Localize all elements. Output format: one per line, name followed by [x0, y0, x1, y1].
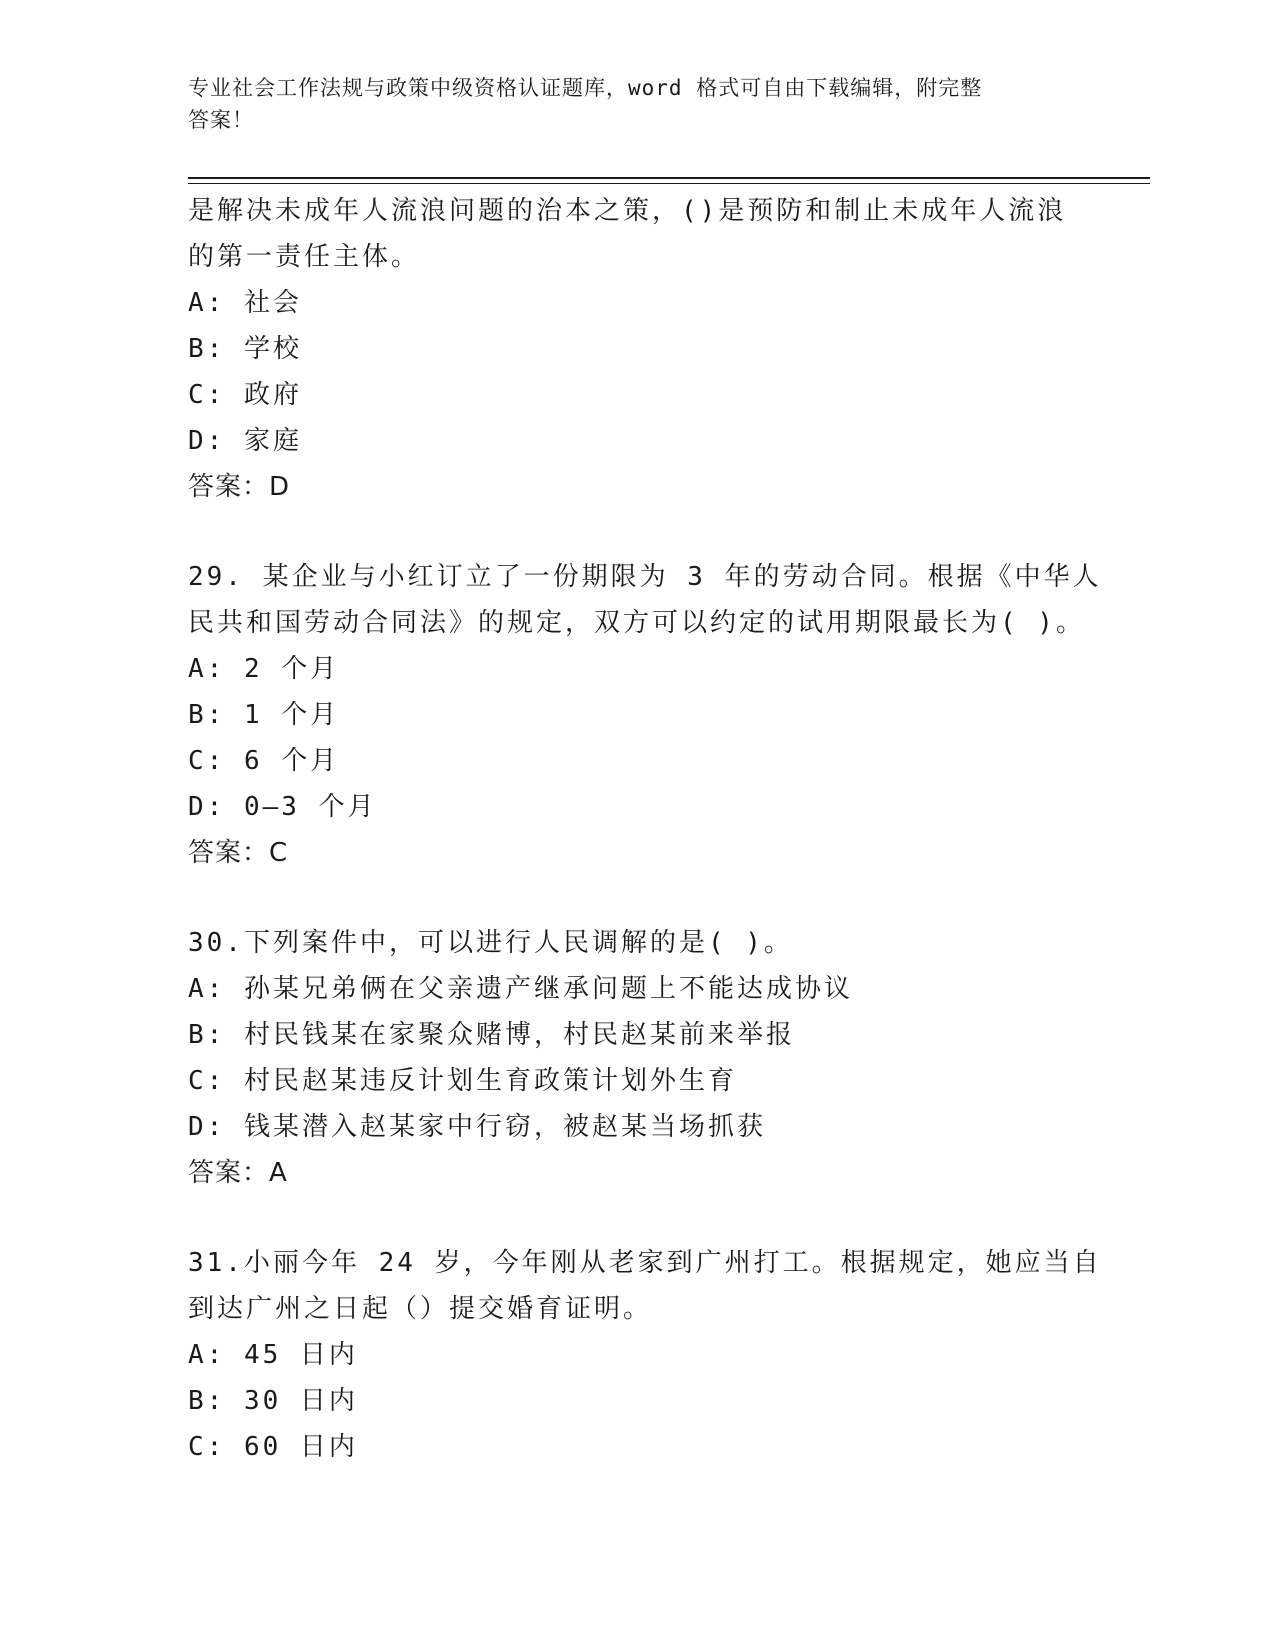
question-stem-line: 29. 某企业与小红订立了一份期限为 3 年的劳动合同。根据《中华人 [188, 562, 1102, 592]
spacer [188, 510, 1068, 554]
header-line-1: 专业社会工作法规与政策中级资格认证题库，word 格式可自由下载编辑，附完整 [188, 76, 983, 100]
option-a: A: 45 日内 [188, 1340, 358, 1370]
question-stem-line: 是解决未成年人流浪问题的治本之策，()是预防和制止未成年人流浪 [188, 196, 1067, 226]
question-stem-line: 的第一责任主体。 [188, 242, 421, 272]
option-d: D: 钱某潜入赵某家中行窃，被赵某当场抓获 [188, 1112, 766, 1142]
answer-line: 答案：C [188, 838, 289, 868]
header-divider-thick [188, 177, 1150, 179]
option-b: B: 村民钱某在家聚众赌博，村民赵某前来举报 [188, 1020, 795, 1050]
question-item [188, 188, 1068, 510]
option-a: A: 孙某兄弟俩在父亲遗产继承问题上不能达成协议 [188, 974, 853, 1004]
document-header [188, 72, 1068, 136]
header-divider-thin [188, 183, 1150, 184]
question-item [188, 1240, 1102, 1470]
spacer [188, 1196, 1068, 1240]
option-a: A: 2 个月 [188, 654, 340, 684]
question-stem-line: 到达广州之日起（）提交婚育证明。 [188, 1294, 653, 1324]
option-d: D: 家庭 [188, 426, 302, 456]
option-b: B: 30 日内 [188, 1386, 358, 1416]
option-b: B: 学校 [188, 334, 302, 364]
option-c: C: 村民赵某违反计划生育政策计划外生育 [188, 1066, 737, 1096]
option-c: C: 60 日内 [188, 1432, 358, 1462]
option-c: C: 政府 [188, 380, 302, 410]
question-list [188, 188, 1102, 1470]
question-stem-line: 31.小丽今年 24 岁，今年刚从老家到广州打工。根据规定，她应当自 [188, 1248, 1102, 1278]
question-item [188, 920, 1068, 1196]
option-b: B: 1 个月 [188, 700, 340, 730]
question-stem-line: 30.下列案件中，可以进行人民调解的是( )。 [188, 928, 793, 958]
question-item [188, 554, 1102, 876]
answer-line: 答案：A [188, 1158, 288, 1188]
answer-line: 答案：D [188, 472, 291, 502]
option-a: A: 社会 [188, 288, 302, 318]
spacer [188, 876, 1068, 920]
question-stem-line: 民共和国劳动合同法》的规定，双方可以约定的试用期限最长为( )。 [188, 608, 1085, 638]
option-c: C: 6 个月 [188, 746, 340, 776]
option-d: D: 0—3 个月 [188, 792, 377, 822]
header-line-2: 答案！ [188, 108, 254, 132]
